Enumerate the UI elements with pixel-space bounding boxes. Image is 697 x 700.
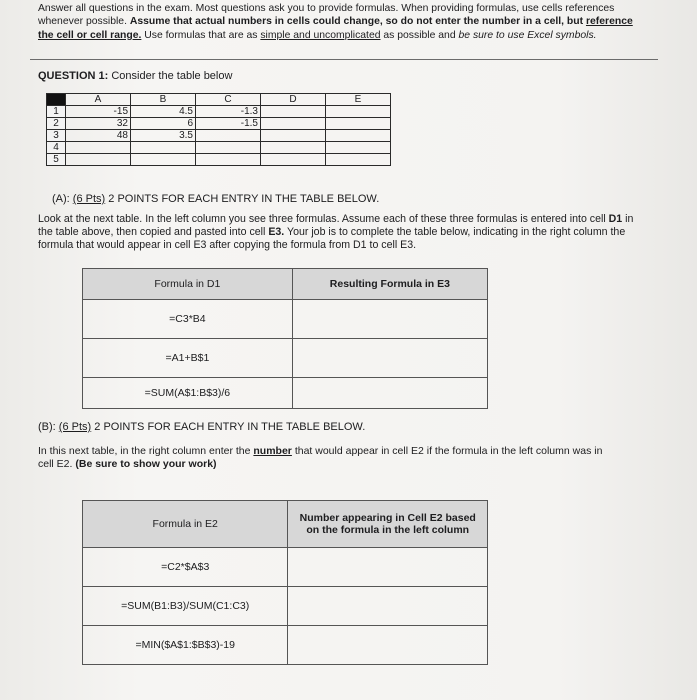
row-header: 3 [47, 130, 66, 142]
instructions-simple: simple and uncomplicated [260, 29, 381, 41]
cell-a3: 48 [66, 130, 131, 142]
cell-b5 [131, 154, 196, 166]
part-b-description [38, 445, 618, 471]
part-b-label: (B): [38, 421, 56, 433]
cell-b1: 4.5 [131, 106, 196, 118]
instructions-bold: Assume that actual numbers in cells could change, so do not enter the number in a cell, but [129, 16, 584, 28]
part-b-text-1: In this next table, in the right column enter the [38, 445, 251, 457]
cell-e5 [326, 154, 391, 166]
part-a-formula-3: =SUM(A$1:B$3)/6 [83, 378, 293, 409]
part-b-points: (6 Pts) [58, 421, 92, 433]
corner-cell [47, 94, 66, 106]
cell-e1 [326, 106, 391, 118]
part-a-formula-2: =A1+B$1 [83, 339, 293, 378]
part-a-answer-2[interactable] [292, 339, 487, 378]
col-header-d: D [261, 94, 326, 106]
cell-a5 [66, 154, 131, 166]
part-b-number-word: number [253, 445, 292, 457]
part-a-points: (6 Pts) [72, 193, 106, 205]
table-row [47, 130, 391, 142]
part-a-table [82, 268, 488, 409]
part-a-col-left: Formula in D1 [83, 269, 293, 300]
cell-a4 [66, 142, 131, 154]
part-b-title: 2 POINTS FOR EACH ENTRY IN THE TABLE BELOW. [94, 421, 366, 433]
part-b-col-left: Formula in E2 [83, 501, 288, 548]
cell-e2 [326, 118, 391, 130]
spreadsheet-table [46, 93, 391, 166]
part-b-formula-1: =C2*$A$3 [83, 548, 288, 587]
table-row [83, 300, 488, 339]
cell-c4 [196, 142, 261, 154]
cell-c5 [196, 154, 261, 166]
part-a-formula-1: =C3*B4 [83, 300, 293, 339]
part-b-text-2: that would appear in cell E2 if the formula in the left column was in cell E2. [38, 445, 603, 470]
instructions-text: Answer all questions in the exam. Most questions ask you to provide formulas. When providing formulas, use cells references whenever possible. [38, 3, 615, 28]
col-header-c: C [196, 94, 261, 106]
row-header: 1 [47, 106, 66, 118]
part-b-header-row [83, 501, 488, 548]
cell-c3 [196, 130, 261, 142]
part-b-formula-3: =MIN($A$1:$B$3)-19 [83, 626, 288, 665]
part-b-formula-2: =SUM(B1:B3)/SUM(C1:C3) [83, 587, 288, 626]
part-a-cell-e3: E3. [268, 226, 285, 238]
part-b-heading [38, 421, 365, 433]
cell-e3 [326, 130, 391, 142]
question-1-text: Consider the table below [111, 70, 233, 82]
table-row [47, 154, 391, 166]
instructions-underlined: reference the cell or cell range. [38, 16, 633, 41]
part-b-col-right: Number appearing in Cell E2 based on the formula in the left column [288, 501, 488, 548]
cell-c2: -1.5 [196, 118, 261, 130]
row-header: 5 [47, 154, 66, 166]
col-header-b: B [131, 94, 196, 106]
row-header: 4 [47, 142, 66, 154]
question-1-heading [38, 70, 232, 82]
col-header-a: A [66, 94, 131, 106]
cell-c1: -1.3 [196, 106, 261, 118]
part-a-answer-1[interactable] [292, 300, 487, 339]
cell-d5 [261, 154, 326, 166]
table-row [47, 118, 391, 130]
cell-a1: -15 [66, 106, 131, 118]
part-b-answer-3[interactable] [288, 626, 488, 665]
row-header: 2 [47, 118, 66, 130]
col-header-e: E [326, 94, 391, 106]
part-a-cell-d1: D1 [608, 213, 623, 225]
table-row [83, 378, 488, 409]
cell-b3: 3.5 [131, 130, 196, 142]
cell-b4 [131, 142, 196, 154]
question-1-label: QUESTION 1: [38, 70, 109, 82]
part-b-answer-2[interactable] [288, 587, 488, 626]
part-b-table [82, 500, 488, 665]
cell-d4 [261, 142, 326, 154]
part-a-label: (A): [52, 193, 70, 205]
cell-b2: 6 [131, 118, 196, 130]
cell-a2: 32 [66, 118, 131, 130]
part-a-description [38, 213, 650, 252]
part-a-header-row [83, 269, 488, 300]
part-a-col-right: Resulting Formula in E3 [292, 269, 487, 300]
cell-d3 [261, 130, 326, 142]
part-a-text-2: in the table above, then copied and pasted into cell [38, 213, 634, 238]
instructions-text-3: as possible and [383, 29, 456, 41]
part-a-text-1: Look at the next table. In the left column you see three formulas. Assume each of these three formulas is entered into cell [38, 213, 606, 225]
table-row [47, 142, 391, 154]
table-row [47, 106, 391, 118]
instructions-italic: be sure to use Excel symbols. [458, 29, 597, 41]
cell-e4 [326, 142, 391, 154]
table-row [83, 339, 488, 378]
column-header-row [47, 94, 391, 106]
part-b-show-work: (Be sure to show your work) [75, 458, 217, 470]
part-a-answer-3[interactable] [292, 378, 487, 409]
divider [30, 59, 658, 60]
instructions-text-2: Use formulas that are as [144, 29, 258, 41]
instructions [38, 2, 650, 42]
part-a-text-3: Your job is to complete the table below, indicating in the right column the formula that would appear in cell E3 after copying the formula from D1 to cell E3. [38, 226, 626, 251]
table-row [83, 587, 488, 626]
cell-d2 [261, 118, 326, 130]
cell-d1 [261, 106, 326, 118]
part-a-title: 2 POINTS FOR EACH ENTRY IN THE TABLE BELOW. [108, 193, 380, 205]
table-row [83, 548, 488, 587]
table-row [83, 626, 488, 665]
part-a-heading [52, 193, 379, 205]
part-b-answer-1[interactable] [288, 548, 488, 587]
